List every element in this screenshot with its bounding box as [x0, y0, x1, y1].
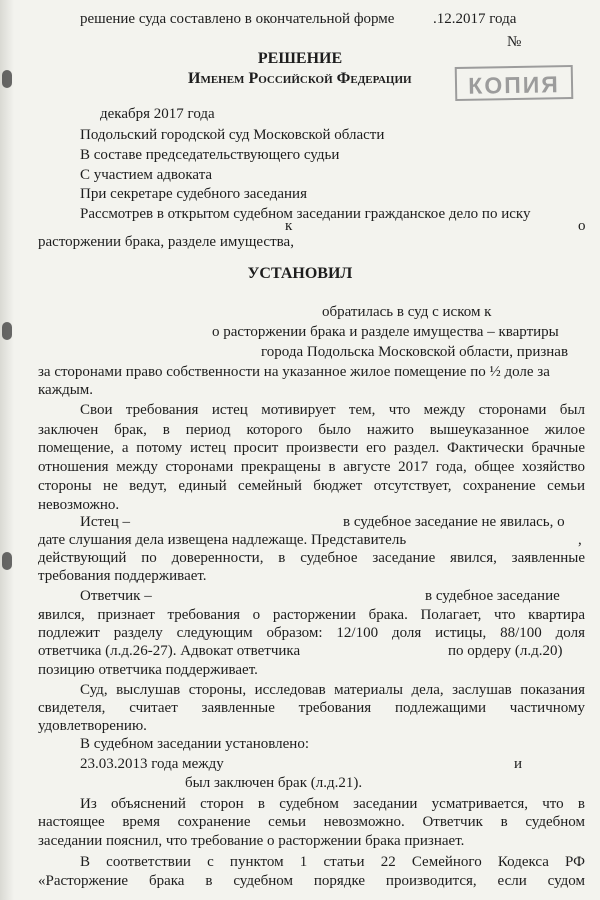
intro-line: При секретаре судебного заседания [80, 186, 307, 202]
binder-hole [2, 70, 12, 88]
body-line: заседании пояснил, что требование о расторжении брака признает. [38, 833, 465, 849]
body-line: о расторжении брака и разделе имущества – квартиры [212, 324, 559, 340]
binder-hole [2, 322, 12, 340]
body-line: города Подольска Московской области, признав [261, 344, 569, 360]
body-line: Из объяснений сторон в судебном заседании усматривается, что в [80, 796, 585, 812]
body-line: Суд, выслушав стороны, исследовав материалы дела, заслушав показания [80, 682, 585, 698]
intro-line: расторжении брака, разделе имущества, [38, 234, 294, 250]
final-form-note: решение суда составлено в окончательной форме [80, 11, 395, 27]
intro-line: С участием адвоката [80, 167, 213, 183]
body-line: невозможно. [38, 497, 120, 513]
case-number: № [507, 34, 522, 50]
intro-line: о [578, 218, 586, 234]
body-line: Свои требования истец мотивирует тем, что между сторонами был [80, 402, 585, 418]
body-line: в судебное заседание [425, 588, 560, 604]
body-line: и [514, 756, 523, 772]
intro-line: Рассмотрев в открытом судебном заседании гражданское дело по иску [80, 206, 531, 222]
body-line: ответчика (л.д.26-27). Адвокат ответчика [38, 643, 301, 659]
body-line: подлежит разделу следующим образом: 12/100 доля истицы, 88/100 доля [38, 625, 585, 641]
body-line: отношения между сторонами прекращены в августе 2017 года, общее хозяйство [38, 459, 585, 475]
copy-stamp: КОПИЯ [455, 65, 574, 101]
body-line: удовлетворению. [38, 718, 147, 734]
body-line: В соответствии с пунктом 1 статьи 22 Семейного Кодекса РФ [80, 854, 585, 870]
document-title: РЕШЕНИЕ [257, 50, 343, 67]
decision-date: декабря 2017 года [100, 106, 215, 122]
court-name: Подольский городской суд Московской области [80, 127, 385, 143]
body-line: «Расторжение брака в судебном порядке производится, если судом [38, 873, 585, 889]
intro-line: к [285, 218, 293, 234]
section-heading: УСТАНОВИЛ [247, 265, 353, 282]
body-line: В судебном заседании установлено: [80, 736, 309, 752]
body-line: стороны не ведут, единый семейный бюджет отсутствует, сохранение семьи [38, 478, 585, 494]
final-form-date: .12.2017 года [433, 11, 517, 27]
body-line: , [578, 532, 582, 548]
body-line: по ордеру (л.д.20) [448, 643, 563, 659]
body-line: действующий по доверенности, в судебное заседание явился, заявленные [38, 550, 585, 566]
body-line: явился, признает требования о расторжении брака. Полагает, что квартира [38, 607, 585, 623]
body-line: заключен брак, в период которого было нажито вышеуказанное жилое [38, 422, 585, 438]
body-line: был заключен брак (л.д.21). [185, 775, 363, 791]
intro-line: В составе председательствующего судьи [80, 147, 340, 163]
body-line: 23.03.2013 года между [80, 756, 224, 772]
body-line: каждым. [38, 382, 94, 398]
body-line: настоящее время сохранение семьи невозможно. Ответчик в судебном [38, 814, 585, 830]
body-line: помещение, а потому истец просит произвести его раздел. Фактически брачные [38, 440, 585, 456]
body-line: обратилась в суд с иском к [322, 304, 492, 320]
binder-hole [2, 552, 12, 570]
body-line: требования поддерживает. [38, 568, 207, 584]
body-line: свидетеля, считает заявленные требования подлежащими частичному [38, 700, 585, 716]
body-line: позицию ответчика поддерживает. [38, 662, 258, 678]
body-line: за сторонами право собственности на указанное жилое помещение по ½ доле за [38, 364, 550, 380]
body-line: в судебное заседание не явилась, о [343, 514, 565, 530]
body-line: Истец – [80, 514, 130, 530]
body-line: Ответчик – [80, 588, 152, 604]
scan-edge [0, 0, 14, 900]
body-line: дате слушания дела извещена надлежаще. Представитель [38, 532, 407, 548]
document-subtitle: Именем Российской Федерации [188, 70, 412, 87]
